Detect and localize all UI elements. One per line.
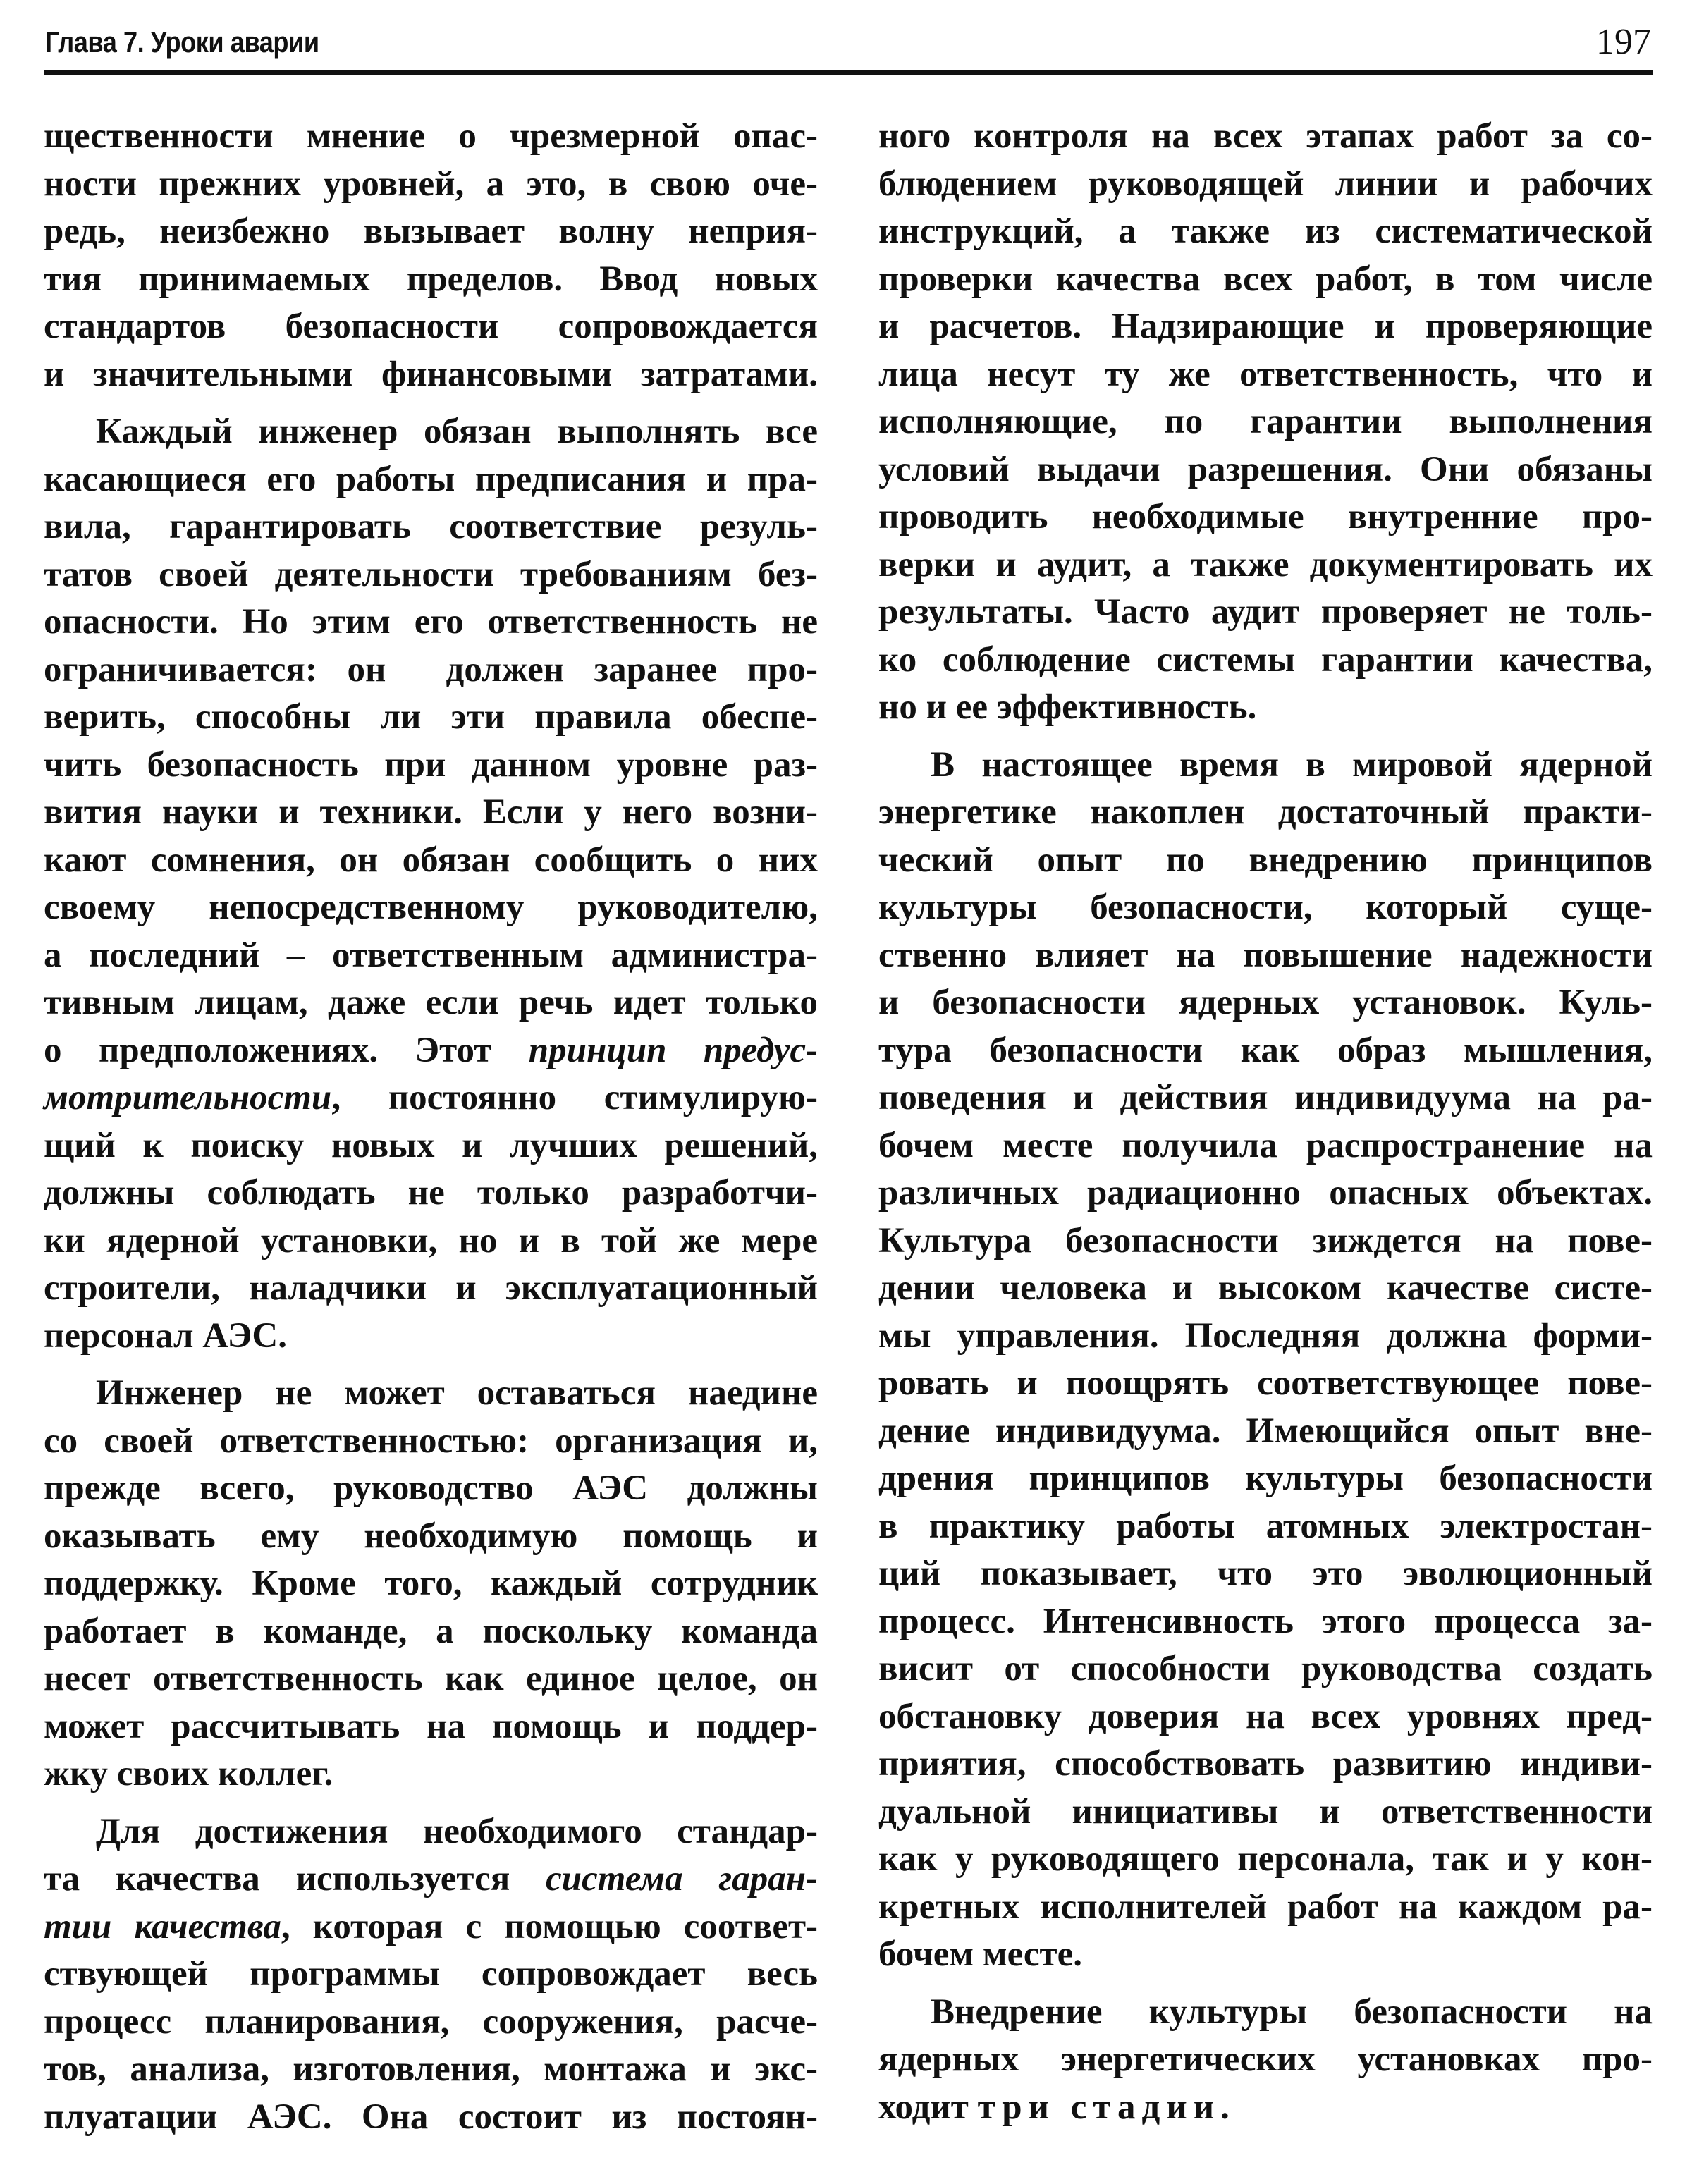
text-segment: дении человека и высоком качестве систе- bbox=[878, 1268, 1653, 1308]
text-line bbox=[878, 1074, 1653, 1122]
text-segment: и безопасности ядерных установок. Куль- bbox=[878, 983, 1653, 1022]
text-line bbox=[44, 1750, 818, 1798]
text-line-content bbox=[878, 398, 1653, 446]
text-segment: бочем месте получила распространение на bbox=[878, 1125, 1653, 1165]
text-line-content bbox=[96, 408, 818, 456]
text-line bbox=[878, 789, 1653, 837]
text-line bbox=[44, 1418, 818, 1466]
text-segment: и значительными финансовыми затратами. bbox=[44, 354, 818, 394]
text-line bbox=[44, 2094, 818, 2142]
text-line bbox=[44, 646, 818, 694]
text-segment: та качества используется bbox=[44, 1859, 546, 1898]
text-line bbox=[878, 351, 1653, 399]
text-line-content bbox=[44, 456, 818, 504]
text-segment: верить, способны ли эти правила обеспе- bbox=[44, 697, 818, 737]
text-segment: опасности. Но этим его ответственность не bbox=[44, 602, 818, 642]
text-line-content bbox=[44, 1750, 333, 1798]
text-line bbox=[44, 1560, 818, 1608]
text-line bbox=[44, 161, 818, 209]
text-line bbox=[878, 837, 1653, 885]
text-line bbox=[878, 1503, 1653, 1551]
text-segment: приятия, способствовать развитию индиви- bbox=[878, 1744, 1653, 1784]
text-segment: В настоящее время в мировой ядерной bbox=[931, 744, 1653, 785]
text-line-content bbox=[44, 1855, 818, 1903]
text-line-content bbox=[878, 1789, 1653, 1836]
text-line-content bbox=[878, 837, 1653, 885]
text-segment: татов своей деятельности требованиям без- bbox=[44, 554, 818, 594]
text-segment: ности прежних уровней, а это, в свою оче- bbox=[44, 164, 818, 204]
text-line-content bbox=[878, 1217, 1653, 1265]
text-line bbox=[878, 1455, 1653, 1503]
text-line-content bbox=[44, 1608, 818, 1656]
text-line-content bbox=[878, 256, 1653, 304]
text-line bbox=[878, 932, 1653, 980]
text-line bbox=[878, 1170, 1653, 1217]
text-segment: условий выдачи разрешения. Они обязаны bbox=[878, 449, 1653, 489]
text-line-content bbox=[44, 646, 818, 694]
text-line-content bbox=[44, 2094, 818, 2142]
text-line-content bbox=[878, 1884, 1653, 1932]
text-line-content bbox=[878, 1074, 1653, 1122]
paragraph bbox=[44, 113, 818, 398]
text-segment: поведения и действия индивидуума на ра- bbox=[878, 1078, 1653, 1117]
text-segment: ки ядерной установки, но и в той же мере bbox=[44, 1220, 818, 1260]
right-column bbox=[878, 113, 1653, 2141]
text-line bbox=[878, 493, 1653, 541]
text-segment: культуры безопасности, который суще- bbox=[878, 888, 1653, 927]
text-segment: Каждый инженер обязан выполнять все bbox=[96, 412, 818, 451]
text-segment: ядерных энергетических установках про- bbox=[878, 2039, 1653, 2079]
text-line-content bbox=[44, 208, 818, 256]
text-segment: в практику работы атомных электростан- bbox=[878, 1506, 1653, 1546]
paragraph bbox=[878, 742, 1653, 1979]
italic-term: принцип предус- bbox=[528, 1030, 818, 1070]
text-segment: проводить необходимые внутренние про- bbox=[878, 497, 1653, 536]
text-segment: тов, анализа, изготовления, монтажа и экс- bbox=[44, 2049, 818, 2089]
text-line-content bbox=[878, 113, 1653, 161]
text-line bbox=[44, 789, 818, 837]
text-line-content bbox=[878, 1313, 1653, 1361]
text-line-content bbox=[878, 1122, 1653, 1170]
text-line bbox=[878, 1598, 1653, 1646]
text-line-content bbox=[878, 2036, 1653, 2084]
text-segment: энергетике накоплен достаточный практи- bbox=[878, 792, 1653, 832]
text-line-content bbox=[44, 551, 818, 599]
text-line-content bbox=[44, 1703, 818, 1751]
text-line bbox=[44, 884, 818, 932]
text-line-content bbox=[44, 932, 818, 980]
text-line bbox=[44, 256, 818, 304]
text-segment: о предположениях. Этот bbox=[44, 1030, 529, 1070]
text-segment: . bbox=[1220, 2087, 1230, 2127]
text-line-content bbox=[878, 1408, 1653, 1456]
text-line-content bbox=[44, 1418, 818, 1466]
text-line-content bbox=[878, 1455, 1653, 1503]
text-line bbox=[44, 351, 818, 399]
text-segment: дение индивидуума. Имеющийся опыт вне- bbox=[878, 1411, 1653, 1451]
text-line-content bbox=[878, 493, 1653, 541]
text-line bbox=[44, 694, 818, 742]
text-line-content bbox=[878, 684, 1256, 732]
text-segment: оказывать ему необходимую помощь и bbox=[44, 1516, 818, 1556]
text-line bbox=[878, 303, 1653, 351]
text-line bbox=[878, 541, 1653, 589]
text-line bbox=[44, 113, 818, 161]
text-segment: может рассчитывать на помощь и поддер- bbox=[44, 1706, 818, 1746]
text-line-content bbox=[44, 1999, 818, 2047]
header-rule bbox=[44, 70, 1653, 75]
text-line-content bbox=[96, 1370, 818, 1418]
text-line bbox=[878, 589, 1653, 637]
text-segment: как у руководящего персонала, так и у кон- bbox=[878, 1839, 1653, 1879]
chapter-title: Глава 7. Уроки аварии bbox=[45, 25, 319, 59]
text-line bbox=[878, 113, 1653, 161]
text-line bbox=[44, 1513, 818, 1561]
text-segment: блюдением руководящей линии и рабочих bbox=[878, 164, 1653, 204]
italic-term: система гаран- bbox=[546, 1859, 818, 1898]
text-segment: ограничивается: он должен заранее про- bbox=[44, 649, 818, 689]
text-line-content bbox=[878, 1027, 1653, 1075]
text-line bbox=[878, 1550, 1653, 1598]
text-segment: поддержку. Кроме того, каждый сотрудник bbox=[44, 1564, 818, 1603]
text-line-content bbox=[878, 1693, 1653, 1741]
text-segment: жку своих коллег. bbox=[44, 1754, 333, 1793]
text-segment: тивным лицам, даже если речь идет только bbox=[44, 983, 818, 1022]
text-line bbox=[44, 303, 818, 351]
text-segment: персонал АЭС. bbox=[44, 1315, 287, 1356]
text-segment: кают сомнения, он обязан сообщить о них bbox=[44, 840, 818, 880]
text-line bbox=[44, 1999, 818, 2047]
text-line bbox=[878, 1884, 1653, 1932]
text-segment: ций показывает, что это эволюционный bbox=[878, 1554, 1653, 1593]
text-line bbox=[878, 1313, 1653, 1361]
text-segment: чить безопасность при данном уровне раз- bbox=[44, 744, 818, 785]
text-line-content bbox=[44, 599, 818, 646]
text-segment: мы управления. Последняя должна форми- bbox=[878, 1315, 1653, 1356]
text-segment: строители, наладчики и эксплуатационный bbox=[44, 1268, 818, 1308]
text-line bbox=[878, 256, 1653, 304]
text-line-content bbox=[44, 979, 818, 1027]
text-line-content bbox=[44, 1122, 818, 1170]
text-segment: но и ее эффективность. bbox=[878, 687, 1257, 727]
text-segment: обстановку доверия на всех уровнях пред- bbox=[878, 1696, 1653, 1736]
text-line bbox=[878, 446, 1653, 494]
text-segment: Культура безопасности зиждется на пове- bbox=[878, 1220, 1653, 1260]
text-line bbox=[44, 979, 818, 1027]
text-line-content bbox=[44, 113, 818, 161]
text-line bbox=[44, 551, 818, 599]
text-line bbox=[44, 1951, 818, 1999]
text-segment: дуальной инициативы и ответственности bbox=[878, 1791, 1653, 1832]
text-line-content bbox=[44, 837, 818, 885]
text-line bbox=[878, 2036, 1653, 2084]
text-segment: своему непосредственному руководителю, bbox=[44, 888, 818, 927]
text-segment: ко соблюдение системы гарантии качества, bbox=[878, 639, 1653, 680]
text-line-content bbox=[878, 1836, 1653, 1884]
text-line bbox=[878, 398, 1653, 446]
text-line-content bbox=[878, 1645, 1653, 1693]
text-line-content bbox=[96, 1808, 818, 1856]
text-segment: прежде всего, руководство АЭС должны bbox=[44, 1468, 818, 1508]
text-line bbox=[878, 684, 1653, 732]
text-line-content bbox=[44, 2046, 818, 2094]
text-line bbox=[44, 1903, 818, 1951]
text-line bbox=[44, 408, 818, 456]
italic-term: мотрительности bbox=[44, 1078, 332, 1117]
text-line-content bbox=[931, 742, 1653, 790]
text-line bbox=[44, 1027, 818, 1075]
text-line-content bbox=[878, 789, 1653, 837]
text-line bbox=[878, 979, 1653, 1027]
text-line bbox=[44, 1703, 818, 1751]
text-segment: результаты. Часто аудит проверяет не толь- bbox=[878, 592, 1653, 632]
text-line-content bbox=[878, 1931, 1082, 1979]
text-line-content bbox=[878, 208, 1653, 256]
text-line-content bbox=[878, 1360, 1653, 1408]
text-line-content bbox=[44, 694, 818, 742]
text-line-content bbox=[44, 884, 818, 932]
text-line bbox=[44, 932, 818, 980]
page-number: 197 bbox=[1596, 22, 1651, 62]
text-segment: касающиеся его работы предписания и пра- bbox=[44, 459, 818, 499]
text-line-content bbox=[44, 256, 818, 304]
text-line-content bbox=[878, 589, 1653, 637]
text-segment: Для достижения необходимого стандар- bbox=[96, 1811, 818, 1851]
text-line bbox=[878, 1741, 1653, 1789]
text-segment: несет ответственность как единое целое, он bbox=[44, 1659, 818, 1698]
text-segment: вития науки и техники. Если у него возни- bbox=[44, 792, 818, 832]
text-line bbox=[878, 2084, 1653, 2132]
text-line-content bbox=[44, 742, 818, 790]
text-segment: Внедрение культуры безопасности на bbox=[931, 1992, 1653, 2032]
text-segment: проверки качества всех работ, в том числе bbox=[878, 259, 1653, 299]
text-line bbox=[44, 1122, 818, 1170]
text-segment: щий к поиску новых и лучших решений, bbox=[44, 1125, 818, 1165]
text-line-content bbox=[931, 1989, 1653, 2037]
text-line-content bbox=[878, 351, 1653, 399]
text-line-content bbox=[878, 1170, 1653, 1217]
text-segment: плуатации АЭС. Она состоит из постоян- bbox=[44, 2097, 818, 2137]
text-line bbox=[878, 1217, 1653, 1265]
text-segment: исполняющие, по гарантии выполнения bbox=[878, 402, 1653, 441]
paragraph bbox=[44, 1808, 818, 2142]
text-segment: процесс. Интенсивность этого процесса за- bbox=[878, 1601, 1653, 1641]
text-line-content bbox=[878, 303, 1653, 351]
text-line bbox=[44, 1265, 818, 1313]
text-segment: тура безопасности как образ мышления, bbox=[878, 1030, 1653, 1070]
text-line bbox=[44, 1655, 818, 1703]
text-line bbox=[878, 884, 1653, 932]
text-line bbox=[44, 1608, 818, 1656]
spaced-text: три стадии bbox=[977, 2087, 1221, 2127]
text-line bbox=[878, 1645, 1653, 1693]
text-line bbox=[44, 1465, 818, 1513]
text-line-content bbox=[878, 1741, 1653, 1789]
text-line bbox=[44, 1170, 818, 1217]
text-segment: ного контроля на всех этапах работ за со- bbox=[878, 116, 1653, 156]
text-line-content bbox=[878, 1550, 1653, 1598]
paragraph bbox=[878, 113, 1653, 732]
text-line-content bbox=[44, 1655, 818, 1703]
text-line-content bbox=[44, 1313, 287, 1361]
text-line-content bbox=[44, 1560, 818, 1608]
text-line-content bbox=[44, 1217, 818, 1265]
text-line bbox=[878, 1122, 1653, 1170]
text-line bbox=[878, 637, 1653, 685]
text-segment: , которая с помощью соответ- bbox=[281, 1906, 819, 1946]
text-line-content bbox=[44, 1027, 818, 1075]
text-segment: а последний – ответственным администра- bbox=[44, 935, 818, 975]
text-line-content bbox=[44, 1513, 818, 1561]
text-line bbox=[44, 742, 818, 790]
italic-term: тии качества bbox=[44, 1906, 281, 1946]
text-line-content bbox=[878, 932, 1653, 980]
text-line bbox=[878, 742, 1653, 790]
text-line-content bbox=[44, 1265, 818, 1313]
text-line-content bbox=[44, 303, 818, 351]
text-line bbox=[44, 1370, 818, 1418]
text-line bbox=[878, 1789, 1653, 1836]
text-line-content bbox=[44, 789, 818, 837]
text-segment: и расчетов. Надзирающие и проверяющие bbox=[878, 307, 1653, 346]
text-line bbox=[44, 208, 818, 256]
text-line-content bbox=[878, 637, 1653, 685]
text-line bbox=[878, 1931, 1653, 1979]
text-line-content bbox=[44, 503, 818, 551]
text-segment: ственно влияет на повышение надежности bbox=[878, 935, 1653, 975]
text-line-content bbox=[878, 161, 1653, 209]
text-line-content bbox=[44, 1074, 818, 1122]
text-segment: редь, неизбежно вызывает волну неприя- bbox=[44, 211, 818, 251]
text-segment: лица несут ту же ответственность, что и bbox=[878, 354, 1653, 394]
text-segment: тия принимаемых пределов. Ввод новых bbox=[44, 259, 818, 299]
left-column bbox=[44, 113, 818, 2151]
text-line-content bbox=[878, 1265, 1653, 1313]
text-segment: стандартов безопасности сопровождается bbox=[44, 307, 818, 346]
text-line-content bbox=[878, 2084, 1230, 2132]
text-line-content bbox=[44, 351, 818, 399]
text-line bbox=[878, 161, 1653, 209]
text-line bbox=[44, 2046, 818, 2094]
text-line bbox=[878, 208, 1653, 256]
text-segment: , постоянно стимулирую- bbox=[331, 1078, 818, 1117]
text-segment: со своей ответственностью: организация и, bbox=[44, 1421, 818, 1461]
text-line-content bbox=[44, 1170, 818, 1217]
text-line-content bbox=[878, 884, 1653, 932]
text-line bbox=[878, 1265, 1653, 1313]
text-line-content bbox=[44, 1951, 818, 1999]
text-line bbox=[44, 1855, 818, 1903]
text-segment: кретных исполнителей работ на каждом ра- bbox=[878, 1887, 1653, 1927]
text-segment: Инженер не может оставаться наедине bbox=[96, 1373, 818, 1413]
paragraph bbox=[44, 408, 818, 1360]
text-line-content bbox=[44, 1903, 818, 1951]
text-line bbox=[44, 1808, 818, 1856]
text-line bbox=[44, 837, 818, 885]
paragraph bbox=[44, 1370, 818, 1798]
text-segment: бочем месте. bbox=[878, 1934, 1082, 1974]
text-segment: дрения принципов культуры безопасности bbox=[878, 1459, 1653, 1498]
text-line bbox=[878, 1693, 1653, 1741]
text-line-content bbox=[44, 161, 818, 209]
text-segment: ствующей программы сопровождает весь bbox=[44, 1954, 818, 1994]
text-line-content bbox=[44, 1465, 818, 1513]
text-line bbox=[878, 1408, 1653, 1456]
text-line bbox=[44, 503, 818, 551]
text-line-content bbox=[878, 1598, 1653, 1646]
text-segment: ческий опыт по внедрению принципов bbox=[878, 840, 1653, 880]
text-segment: щественности мнение о чрезмерной опас- bbox=[44, 116, 818, 156]
text-line bbox=[878, 1360, 1653, 1408]
text-line-content bbox=[878, 979, 1653, 1027]
text-line-content bbox=[878, 1503, 1653, 1551]
text-segment: ходит bbox=[878, 2087, 978, 2127]
text-segment: висит от способности руководства создать bbox=[878, 1649, 1653, 1688]
text-segment: ровать и поощрять соответствующее пове- bbox=[878, 1363, 1653, 1403]
text-line-content bbox=[878, 541, 1653, 589]
text-segment: вила, гарантировать соответствие резуль- bbox=[44, 507, 818, 546]
paragraph bbox=[878, 1989, 1653, 2132]
text-segment: различных радиационно опасных объектах. bbox=[878, 1173, 1653, 1213]
text-line bbox=[44, 456, 818, 504]
text-line bbox=[878, 1836, 1653, 1884]
text-line bbox=[878, 1027, 1653, 1075]
text-line bbox=[44, 599, 818, 646]
text-segment: процесс планирования, сооружения, расче- bbox=[44, 2001, 818, 2042]
text-line-content bbox=[878, 446, 1653, 494]
text-segment: должны соблюдать не только разработчи- bbox=[44, 1173, 818, 1213]
text-segment: верки и аудит, а также документировать их bbox=[878, 544, 1653, 584]
text-line bbox=[878, 1989, 1653, 2037]
text-line bbox=[44, 1074, 818, 1122]
text-line bbox=[44, 1313, 818, 1361]
text-segment: работает в команде, а поскольку команда bbox=[44, 1611, 818, 1651]
text-segment: инструкций, а также из систематической bbox=[878, 211, 1653, 251]
text-line bbox=[44, 1217, 818, 1265]
